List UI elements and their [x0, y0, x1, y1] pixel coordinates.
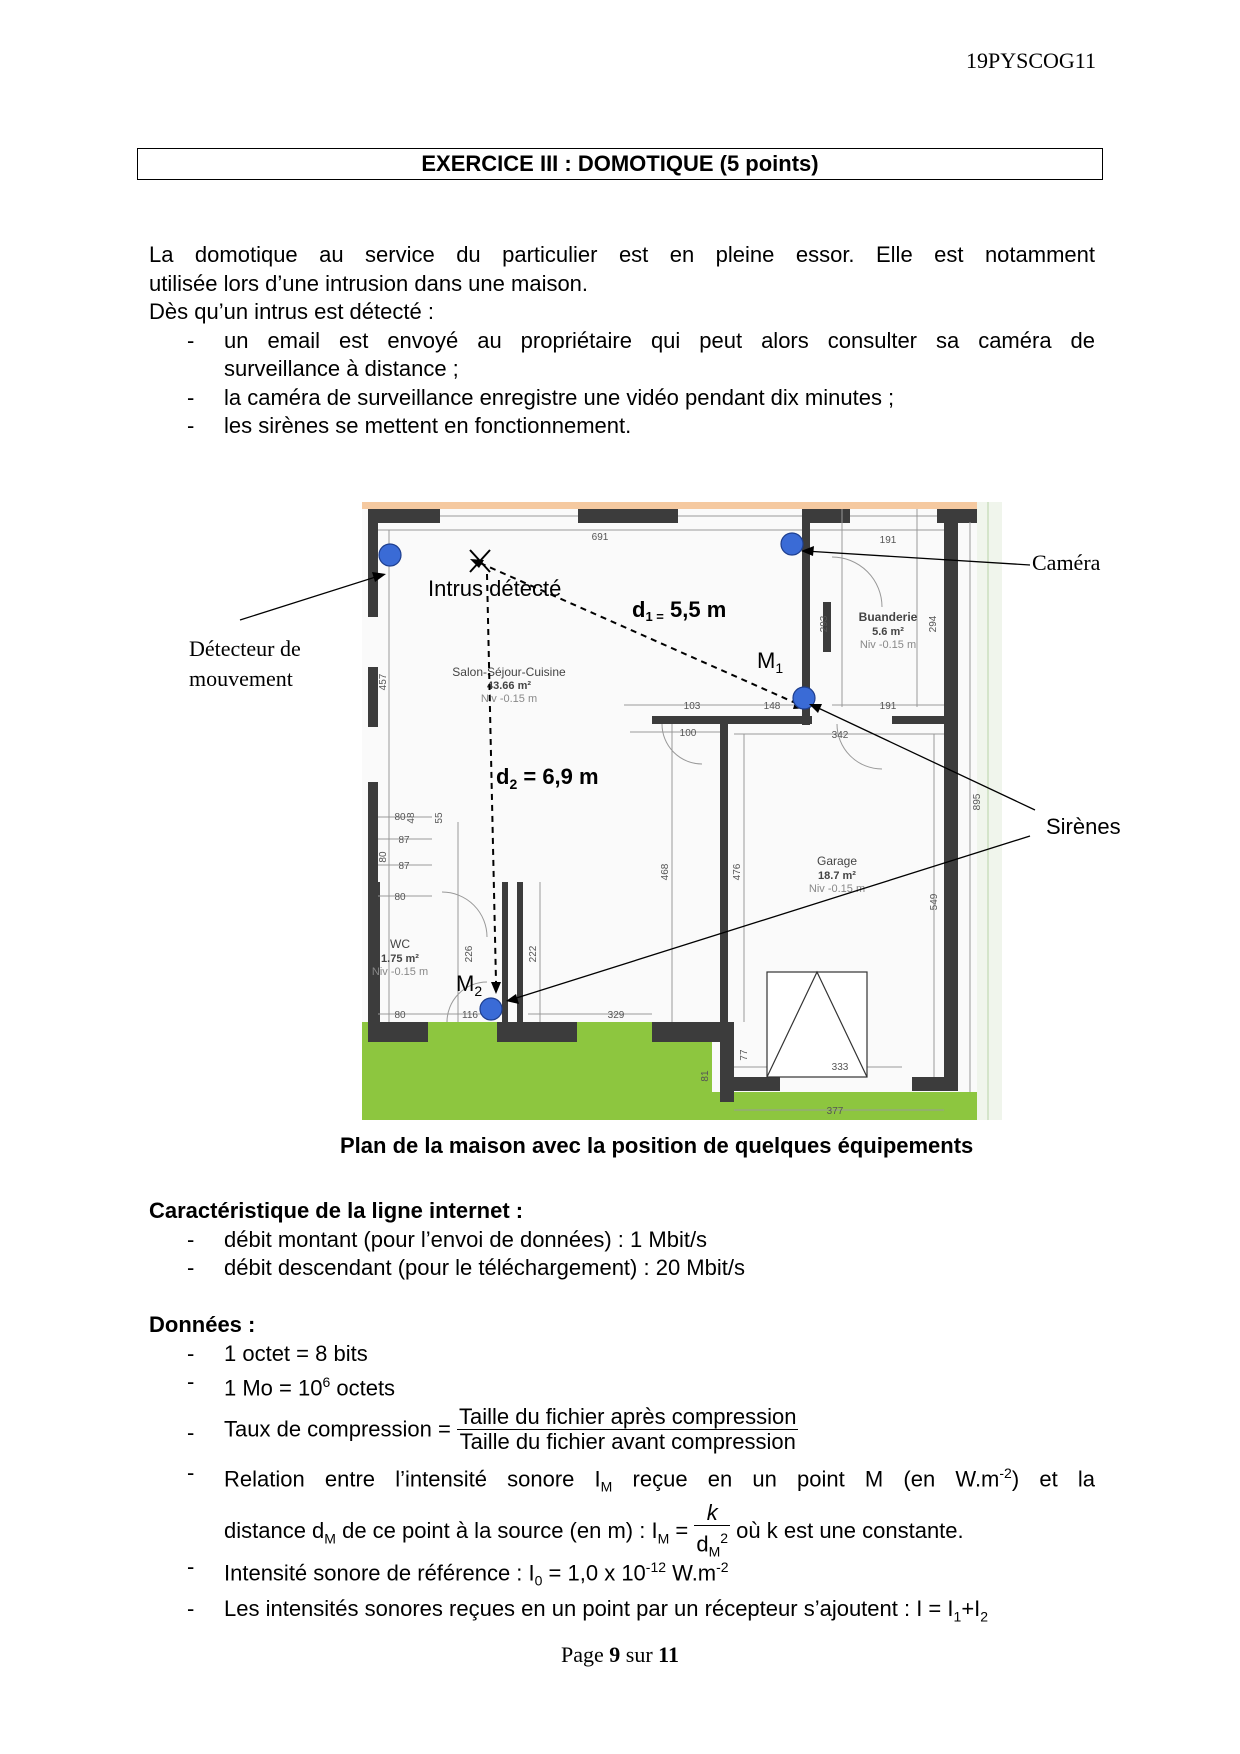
taux-label: Taux de compression = — [224, 1416, 457, 1442]
dim-label: 77 — [739, 1049, 750, 1061]
bullet-1-line-1: un email est envoyé au propriétaire qui peut alors consulter sa caméra de — [224, 327, 1095, 353]
dim-label: 87 — [398, 861, 410, 872]
siren-m2-arrow-line — [510, 836, 1030, 1000]
d2-label: $d_2 = 6,9$ m — [496, 764, 599, 792]
relation-line-1: Relation entre l’intensité sonore $I_M$ reçue en un point M (en $W.m^{-2}$) et la — [224, 1464, 1095, 1495]
dim-label: 549 — [929, 893, 940, 911]
garage-label: Garage — [816, 854, 858, 868]
dim-label: 377 — [826, 1106, 844, 1117]
intruder-label: Intrus détecté — [428, 576, 562, 601]
sirens-annotation: Sirènes — [1046, 814, 1121, 839]
dim-label: 81 — [700, 1070, 711, 1082]
buanderie-level: Niv -0.15 m — [859, 639, 917, 651]
salon-area: 43.66 m² — [486, 680, 532, 692]
dim-label: 476 — [732, 863, 743, 881]
bullet-dash: - — [187, 413, 195, 438]
dim-label: 148 — [763, 701, 781, 712]
taux-denominator: Taille du fichier avant compression — [459, 1428, 796, 1454]
dim-label: 100 — [679, 728, 697, 739]
buanderie-label: Buanderie — [858, 610, 918, 624]
relation-denominator: $d_M^2$ — [696, 1530, 729, 1560]
dim-label: 80 — [394, 1010, 406, 1021]
octet-text: 1 octet = 8 bits — [224, 1340, 368, 1366]
dim-label: 55 — [434, 812, 445, 824]
detector-annotation-line-2: mouvement — [189, 666, 293, 691]
arrowhead — [801, 546, 814, 556]
taux-fraction — [457, 1405, 799, 1454]
bullet-dash: - — [187, 1369, 195, 1394]
dim-label: 80 — [394, 812, 406, 823]
salon-level: Niv -0.15 m — [480, 693, 538, 705]
wc-area: 1.75 m² — [381, 953, 419, 965]
detector-annotation-line-1: Détecteur de — [189, 636, 301, 661]
dim-label: 222 — [528, 945, 539, 963]
arrow-lines — [240, 551, 1035, 1000]
mo-unit: octets — [330, 1375, 396, 1401]
bullet-dash: - — [187, 1596, 195, 1622]
bullet-dash: - — [187, 1255, 195, 1280]
dim-label: 294 — [928, 615, 939, 633]
dim-label: 191 — [879, 701, 897, 712]
wc-label: WC — [390, 937, 410, 951]
bullet-1-line-2: surveillance à distance ; — [224, 356, 459, 381]
bullet-dash: - — [187, 1226, 195, 1252]
siren-m1-arrow-line — [814, 706, 1035, 810]
dim-label: 333 — [831, 1062, 849, 1073]
dim-label: 226 — [464, 945, 475, 963]
dim-label: 48 — [406, 812, 417, 824]
donnees-sum: - Les intensités sonores reçues en un point par un récepteur s’ajoutent : $I = I_1+I_2$ — [187, 1596, 989, 1625]
page-number: Page 9 sur 11 — [561, 1642, 679, 1667]
dim-label: 87 — [398, 835, 410, 846]
donnees-taux — [149, 1405, 1095, 1457]
intro-line-1: La domotique au service du particulier est en pleine essor. Elle est notamment — [149, 242, 1095, 267]
dim-label: 468 — [660, 863, 671, 881]
bullet-dash: - — [187, 1419, 195, 1445]
dim-label: 293 — [819, 615, 830, 633]
internet-item-1 — [149, 1226, 1095, 1255]
bullet-dash: - — [187, 384, 195, 410]
dim-label: 457 — [378, 673, 389, 691]
dim-label: 80 — [394, 892, 406, 903]
donnees-i0: - Intensité sonore de référence : $I_0 = 1,0$ x $10^{-12}$ $W.m^{-2}$ — [187, 1554, 729, 1589]
arrowhead — [372, 572, 386, 582]
donnees-mo — [149, 1368, 1095, 1403]
bullet-dash: - — [187, 1340, 195, 1366]
exercise-title: EXERCICE III : DOMOTIQUE (5 points) — [137, 148, 1103, 180]
internet-item-1-text: débit montant (pour l’envoi de données) : 1 Mbit/s — [224, 1226, 708, 1252]
buanderie-area: 5.6 m² — [872, 626, 904, 638]
camera-annotation: Caméra — [1032, 550, 1101, 575]
intro-line-2: utilisée lors d’une intrusion dans une maison. — [149, 270, 589, 296]
internet-section — [149, 1197, 1095, 1283]
internet-item-2 — [149, 1254, 1095, 1283]
donnees-relation — [149, 1459, 1095, 1560]
document-code: 19PYSCOG11 — [966, 48, 1096, 73]
dim-label: 895 — [972, 793, 983, 811]
bullet-2-text: la caméra de surveillance enregistre une vidéo pendant dix minutes ; — [224, 384, 895, 410]
dim-label: 691 — [591, 532, 609, 543]
detector-arrow-line — [240, 575, 382, 620]
relation-numerator: k — [694, 1501, 730, 1526]
internet-heading: Caractéristique de la ligne internet : — [149, 1198, 524, 1223]
donnees-section — [149, 1311, 1095, 1631]
salon-label: Salon-Séjour-Cuisine — [452, 665, 566, 679]
bullet-dash: - — [187, 1554, 195, 1580]
plan-caption: Plan de la maison avec la position de quelques équipements — [340, 1133, 974, 1158]
dim-label: 191 — [879, 535, 897, 546]
intro-line-3: Dès qu’un intrus est détecté : — [149, 299, 434, 324]
taux-numerator: Taille du fichier après compression — [458, 1403, 797, 1429]
dim-label: 103 — [683, 701, 701, 712]
garage-area: 18.7 m² — [818, 870, 856, 882]
arrow-heads — [372, 546, 822, 1004]
relation-line-2: distance $d_M$ de ce point à la source (en m) : $I_M$ = $\frac{k}{d_M^2}$ où k est une constante. — [224, 1501, 1095, 1553]
mo-text: 1 Mo = 10 — [224, 1375, 323, 1401]
donnees-heading: Données : — [149, 1312, 256, 1337]
detector-annotation — [189, 634, 301, 694]
internet-item-2-text: débit descendant (pour le téléchargement) : 20 Mbit/s — [224, 1255, 745, 1280]
bullet-dash: - — [187, 1459, 195, 1485]
camera-arrow-line — [805, 551, 1030, 565]
mo-exponent: 6 — [322, 1374, 331, 1390]
bullet-dash: - — [187, 327, 195, 353]
dim-label: 116 — [462, 1010, 478, 1021]
m1-label: $M_1$ — [757, 648, 784, 676]
dim-label: 342 — [831, 730, 849, 741]
wc-level: Niv -0.15 m — [371, 966, 429, 978]
dim-label: 80 — [378, 851, 389, 863]
garage-level: Niv -0.15 m — [808, 883, 866, 895]
dim-label: 329 — [607, 1010, 625, 1021]
m2-label: $M_2$ — [456, 971, 483, 999]
bullet-3-text: les sirènes se mettent en fonctionnement. — [224, 413, 632, 438]
donnees-octet — [149, 1340, 1095, 1369]
d1-label: d1 = 5,5 m — [632, 597, 727, 624]
arrowhead — [506, 994, 519, 1004]
